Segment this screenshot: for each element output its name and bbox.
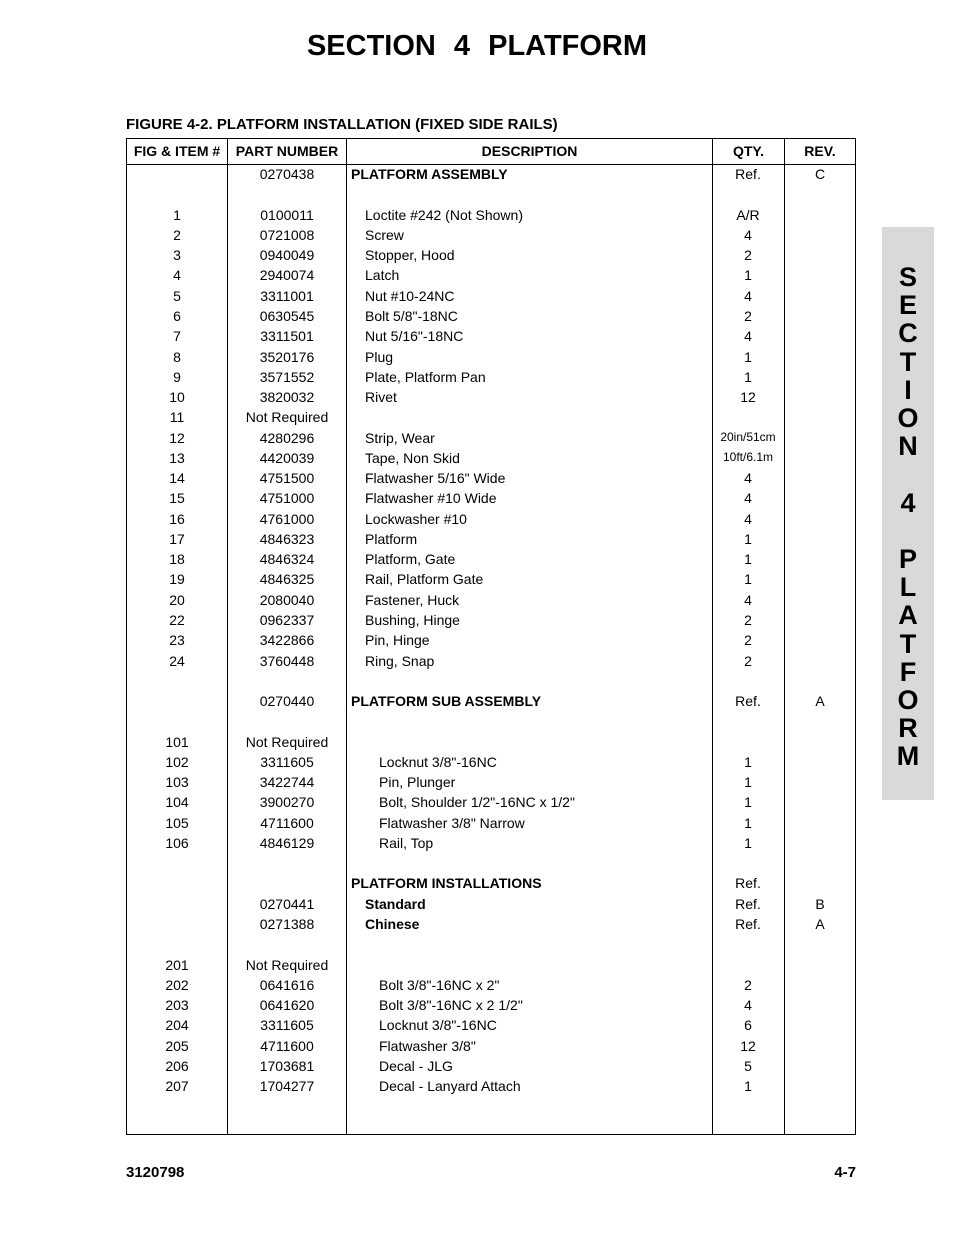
table-row — [127, 794, 855, 814]
item-number-cell: 101 — [165, 734, 189, 750]
description-cell: Plate, Platform Pan — [365, 369, 486, 385]
quantity-cell: 1 — [744, 774, 752, 790]
table-row — [127, 875, 855, 895]
description-cell: PLATFORM INSTALLATIONS — [351, 875, 542, 891]
quantity-cell: 1 — [744, 794, 752, 810]
table-row — [127, 288, 855, 308]
description-cell: Ring, Snap — [365, 653, 435, 669]
description-cell: Decal - JLG — [379, 1058, 453, 1074]
part-number-cell: 3311605 — [260, 754, 314, 770]
part-number-cell: 4846324 — [259, 551, 315, 567]
section-side-tab — [882, 227, 934, 800]
part-number-cell: 3311501 — [260, 328, 314, 344]
table-row — [127, 977, 855, 997]
quantity-cell: 4 — [744, 328, 752, 344]
table-row — [127, 369, 855, 389]
description-cell: PLATFORM ASSEMBLY — [351, 166, 508, 182]
part-number-cell: 4846129 — [259, 835, 315, 851]
table-row — [127, 1017, 855, 1037]
item-number-cell: 103 — [165, 774, 189, 790]
part-number-cell: Not Required — [245, 957, 329, 973]
part-number-cell: 0100011 — [260, 207, 314, 223]
item-number-cell: 11 — [169, 409, 185, 425]
quantity-cell: 12 — [740, 389, 756, 405]
quantity-cell: 12 — [740, 1038, 756, 1054]
part-number-cell: 4846323 — [259, 531, 315, 547]
item-number-cell: 7 — [173, 328, 181, 344]
item-number-cell: 1 — [173, 207, 181, 223]
table-row — [127, 997, 855, 1017]
part-number-cell: 4751000 — [259, 490, 315, 506]
table-row — [127, 227, 855, 247]
header-qty: QTY. — [732, 143, 765, 159]
quantity-cell: 4 — [744, 511, 752, 527]
description-cell: Stopper, Hood — [365, 247, 455, 263]
description-cell: Nut 5/16"-18NC — [365, 328, 464, 344]
quantity-cell: 1 — [744, 571, 752, 587]
part-number-cell: 4280296 — [259, 430, 315, 446]
part-number-cell: 0641616 — [259, 977, 315, 993]
table-row — [127, 1078, 855, 1098]
part-number-cell: 0641620 — [259, 997, 315, 1013]
part-number-cell: 0270438 — [259, 166, 315, 182]
revision-cell: C — [814, 166, 826, 182]
table-row — [127, 653, 855, 673]
header-rev: REV. — [804, 143, 836, 159]
quantity-cell: 2 — [744, 653, 752, 669]
description-cell: Flatwasher 5/16" Wide — [365, 470, 506, 486]
table-row — [127, 916, 855, 936]
item-number-cell: 201 — [165, 957, 189, 973]
table-row — [127, 896, 855, 916]
part-number-cell: 2940074 — [259, 267, 315, 283]
quantity-cell: 2 — [744, 632, 752, 648]
table-row — [127, 389, 855, 409]
item-number-cell: 4 — [173, 267, 181, 283]
description-cell: Lockwasher #10 — [365, 511, 467, 527]
part-number-cell: 4711600 — [260, 815, 314, 831]
table-row — [127, 693, 855, 713]
item-number-cell: 3 — [173, 247, 181, 263]
part-number-cell: 2080040 — [259, 592, 315, 608]
quantity-cell: 4 — [744, 592, 752, 608]
description-cell: Platform — [365, 531, 418, 547]
quantity-cell: 4 — [744, 490, 752, 506]
quantity-cell: 4 — [744, 997, 752, 1013]
part-number-cell: 4420039 — [259, 450, 315, 466]
table-row — [127, 511, 855, 531]
quantity-cell: A/R — [736, 207, 760, 223]
revision-cell: A — [815, 693, 825, 709]
item-number-cell: 14 — [169, 470, 185, 486]
table-row — [127, 531, 855, 551]
description-cell: Screw — [365, 227, 404, 243]
item-number-cell: 102 — [165, 754, 189, 770]
table-row — [127, 774, 855, 794]
description-cell: Bolt 3/8"-16NC x 2" — [379, 977, 500, 993]
part-number-cell: 0940049 — [259, 247, 315, 263]
table-row — [127, 308, 855, 328]
part-number-cell: 3311605 — [260, 1017, 314, 1033]
part-number-cell: 0962337 — [259, 612, 315, 628]
table-row — [127, 754, 855, 774]
quantity-cell: 1 — [744, 835, 752, 851]
table-row — [127, 328, 855, 348]
quantity-cell: 1 — [744, 1078, 752, 1094]
quantity-cell: 5 — [744, 1058, 752, 1074]
table-row — [127, 592, 855, 612]
table-row — [127, 207, 855, 227]
part-number-cell: 3820032 — [259, 389, 315, 405]
item-number-cell: 20 — [169, 592, 185, 608]
item-number-cell: 204 — [165, 1017, 189, 1033]
section-title: SECTION 4 PLATFORM — [306, 30, 648, 62]
description-cell: Pin, Plunger — [379, 774, 456, 790]
item-number-cell: 22 — [169, 612, 185, 628]
quantity-cell: 1 — [744, 754, 752, 770]
part-number-cell: 0721008 — [259, 227, 315, 243]
item-number-cell: 12 — [169, 430, 185, 446]
item-number-cell: 8 — [173, 349, 181, 365]
part-number-cell: 4846325 — [259, 571, 315, 587]
description-cell: Flatwasher #10 Wide — [365, 490, 497, 506]
description-cell: Fastener, Huck — [365, 592, 460, 608]
quantity-cell: 4 — [744, 288, 752, 304]
description-cell: Latch — [365, 267, 400, 283]
figure-title: FIGURE 4-2. PLATFORM INSTALLATION (FIXED SIDE RAILS) — [126, 116, 558, 133]
quantity-cell: Ref. — [735, 875, 761, 891]
part-number-cell: 3760448 — [259, 653, 315, 669]
part-number-cell: 4751500 — [259, 470, 315, 486]
description-cell: Rail, Top — [379, 835, 434, 851]
item-number-cell: 106 — [165, 835, 189, 851]
item-number-cell: 202 — [165, 977, 189, 993]
description-cell: PLATFORM SUB ASSEMBLY — [351, 693, 542, 709]
description-cell: Loctite #242 (Not Shown) — [365, 207, 523, 223]
table-row — [127, 470, 855, 490]
part-number-cell: Not Required — [245, 409, 329, 425]
description-cell: Rail, Platform Gate — [365, 571, 484, 587]
description-cell: Locknut 3/8"-16NC — [379, 1017, 497, 1033]
header-divider — [127, 164, 855, 165]
table-row — [127, 612, 855, 632]
quantity-cell: Ref. — [735, 693, 761, 709]
quantity-cell: 2 — [744, 612, 752, 628]
part-number-cell: 0271388 — [259, 916, 315, 932]
part-number-cell: 3520176 — [259, 349, 315, 365]
item-number-cell: 19 — [169, 571, 185, 587]
header-part-number: PART NUMBER — [235, 143, 339, 159]
quantity-cell: 1 — [744, 349, 752, 365]
description-cell: Pin, Hinge — [365, 632, 430, 648]
footer-doc-number: 3120798 — [126, 1164, 185, 1181]
description-cell: Chinese — [365, 916, 420, 932]
table-row — [127, 1058, 855, 1078]
table-row — [127, 267, 855, 287]
item-number-cell: 18 — [169, 551, 185, 567]
quantity-cell: Ref. — [735, 916, 761, 932]
description-cell: Strip, Wear — [365, 430, 435, 446]
revision-cell: B — [815, 896, 825, 912]
table-row — [127, 835, 855, 855]
quantity-cell: 1 — [744, 369, 752, 385]
table-row — [127, 571, 855, 591]
description-cell: Bolt, Shoulder 1/2"-16NC x 1/2" — [379, 794, 575, 810]
quantity-cell: 2 — [744, 247, 752, 263]
part-number-cell: 3311001 — [260, 288, 314, 304]
part-number-cell: 1703681 — [259, 1058, 315, 1074]
part-number-cell: 0270441 — [259, 896, 315, 912]
table-row — [127, 450, 855, 470]
item-number-cell: 5 — [173, 288, 181, 304]
side-tab-label: S E C T I O N 4 P L A T F O R M — [896, 262, 920, 772]
table-row — [127, 409, 855, 429]
table-row — [127, 734, 855, 754]
description-cell: Bushing, Hinge — [365, 612, 460, 628]
table-row — [127, 247, 855, 267]
part-number-cell: 0630545 — [259, 308, 315, 324]
table-row — [127, 815, 855, 835]
table-row — [127, 1038, 855, 1058]
part-number-cell: 1704277 — [259, 1078, 315, 1094]
item-number-cell: 10 — [169, 389, 185, 405]
quantity-cell: 1 — [744, 815, 752, 831]
description-cell: Bolt 5/8"-18NC — [365, 308, 458, 324]
item-number-cell: 16 — [169, 511, 185, 527]
parts-table — [126, 138, 856, 1135]
part-number-cell: 3571552 — [259, 369, 315, 385]
quantity-cell: Ref. — [735, 896, 761, 912]
item-number-cell: 23 — [169, 632, 185, 648]
description-cell: Standard — [365, 896, 426, 912]
quantity-cell: 6 — [744, 1017, 752, 1033]
description-cell: Locknut 3/8"-16NC — [379, 754, 497, 770]
description-cell: Nut #10-24NC — [365, 288, 455, 304]
part-number-cell: 0270440 — [259, 693, 315, 709]
part-number-cell: Not Required — [245, 734, 329, 750]
quantity-cell: 1 — [744, 267, 752, 283]
part-number-cell: 3422866 — [259, 632, 315, 648]
quantity-cell: 4 — [744, 227, 752, 243]
part-number-cell: 4711600 — [260, 1038, 314, 1054]
table-row — [127, 551, 855, 571]
table-row — [127, 430, 855, 450]
item-number-cell: 206 — [165, 1058, 189, 1074]
item-number-cell: 205 — [165, 1038, 189, 1054]
part-number-cell: 3900270 — [259, 794, 315, 810]
quantity-cell: 20in/51cm — [720, 430, 776, 444]
quantity-cell: Ref. — [735, 166, 761, 182]
item-number-cell: 105 — [165, 815, 189, 831]
quantity-cell: 10ft/6.1m — [722, 450, 774, 464]
footer-page-number: 4-7 — [834, 1164, 856, 1181]
table-row — [127, 166, 855, 186]
part-number-cell: 3422744 — [259, 774, 315, 790]
item-number-cell: 2 — [173, 227, 181, 243]
quantity-cell: 4 — [744, 470, 752, 486]
part-number-cell: 4761000 — [259, 511, 315, 527]
table-row — [127, 349, 855, 369]
description-cell: Decal - Lanyard Attach — [379, 1078, 521, 1094]
description-cell: Platform, Gate — [365, 551, 456, 567]
header-item: FIG & ITEM # — [133, 143, 221, 159]
description-cell: Tape, Non Skid — [365, 450, 460, 466]
table-row — [127, 632, 855, 652]
description-cell: Plug — [365, 349, 394, 365]
table-row — [127, 957, 855, 977]
quantity-cell: 2 — [744, 308, 752, 324]
item-number-cell: 203 — [165, 997, 189, 1013]
item-number-cell: 9 — [173, 369, 181, 385]
description-cell: Flatwasher 3/8" Narrow — [379, 815, 525, 831]
header-description: DESCRIPTION — [481, 143, 578, 159]
revision-cell: A — [815, 916, 825, 932]
item-number-cell: 17 — [169, 531, 185, 547]
description-cell: Rivet — [365, 389, 397, 405]
item-number-cell: 15 — [169, 490, 185, 506]
item-number-cell: 207 — [165, 1078, 189, 1094]
description-cell: Flatwasher 3/8" — [379, 1038, 476, 1054]
quantity-cell: 1 — [744, 551, 752, 567]
item-number-cell: 24 — [169, 653, 185, 669]
quantity-cell: 1 — [744, 531, 752, 547]
description-cell: Bolt 3/8"-16NC x 2 1/2" — [379, 997, 523, 1013]
item-number-cell: 13 — [169, 450, 185, 466]
item-number-cell: 104 — [165, 794, 189, 810]
item-number-cell: 6 — [173, 308, 181, 324]
table-row — [127, 490, 855, 510]
quantity-cell: 2 — [744, 977, 752, 993]
